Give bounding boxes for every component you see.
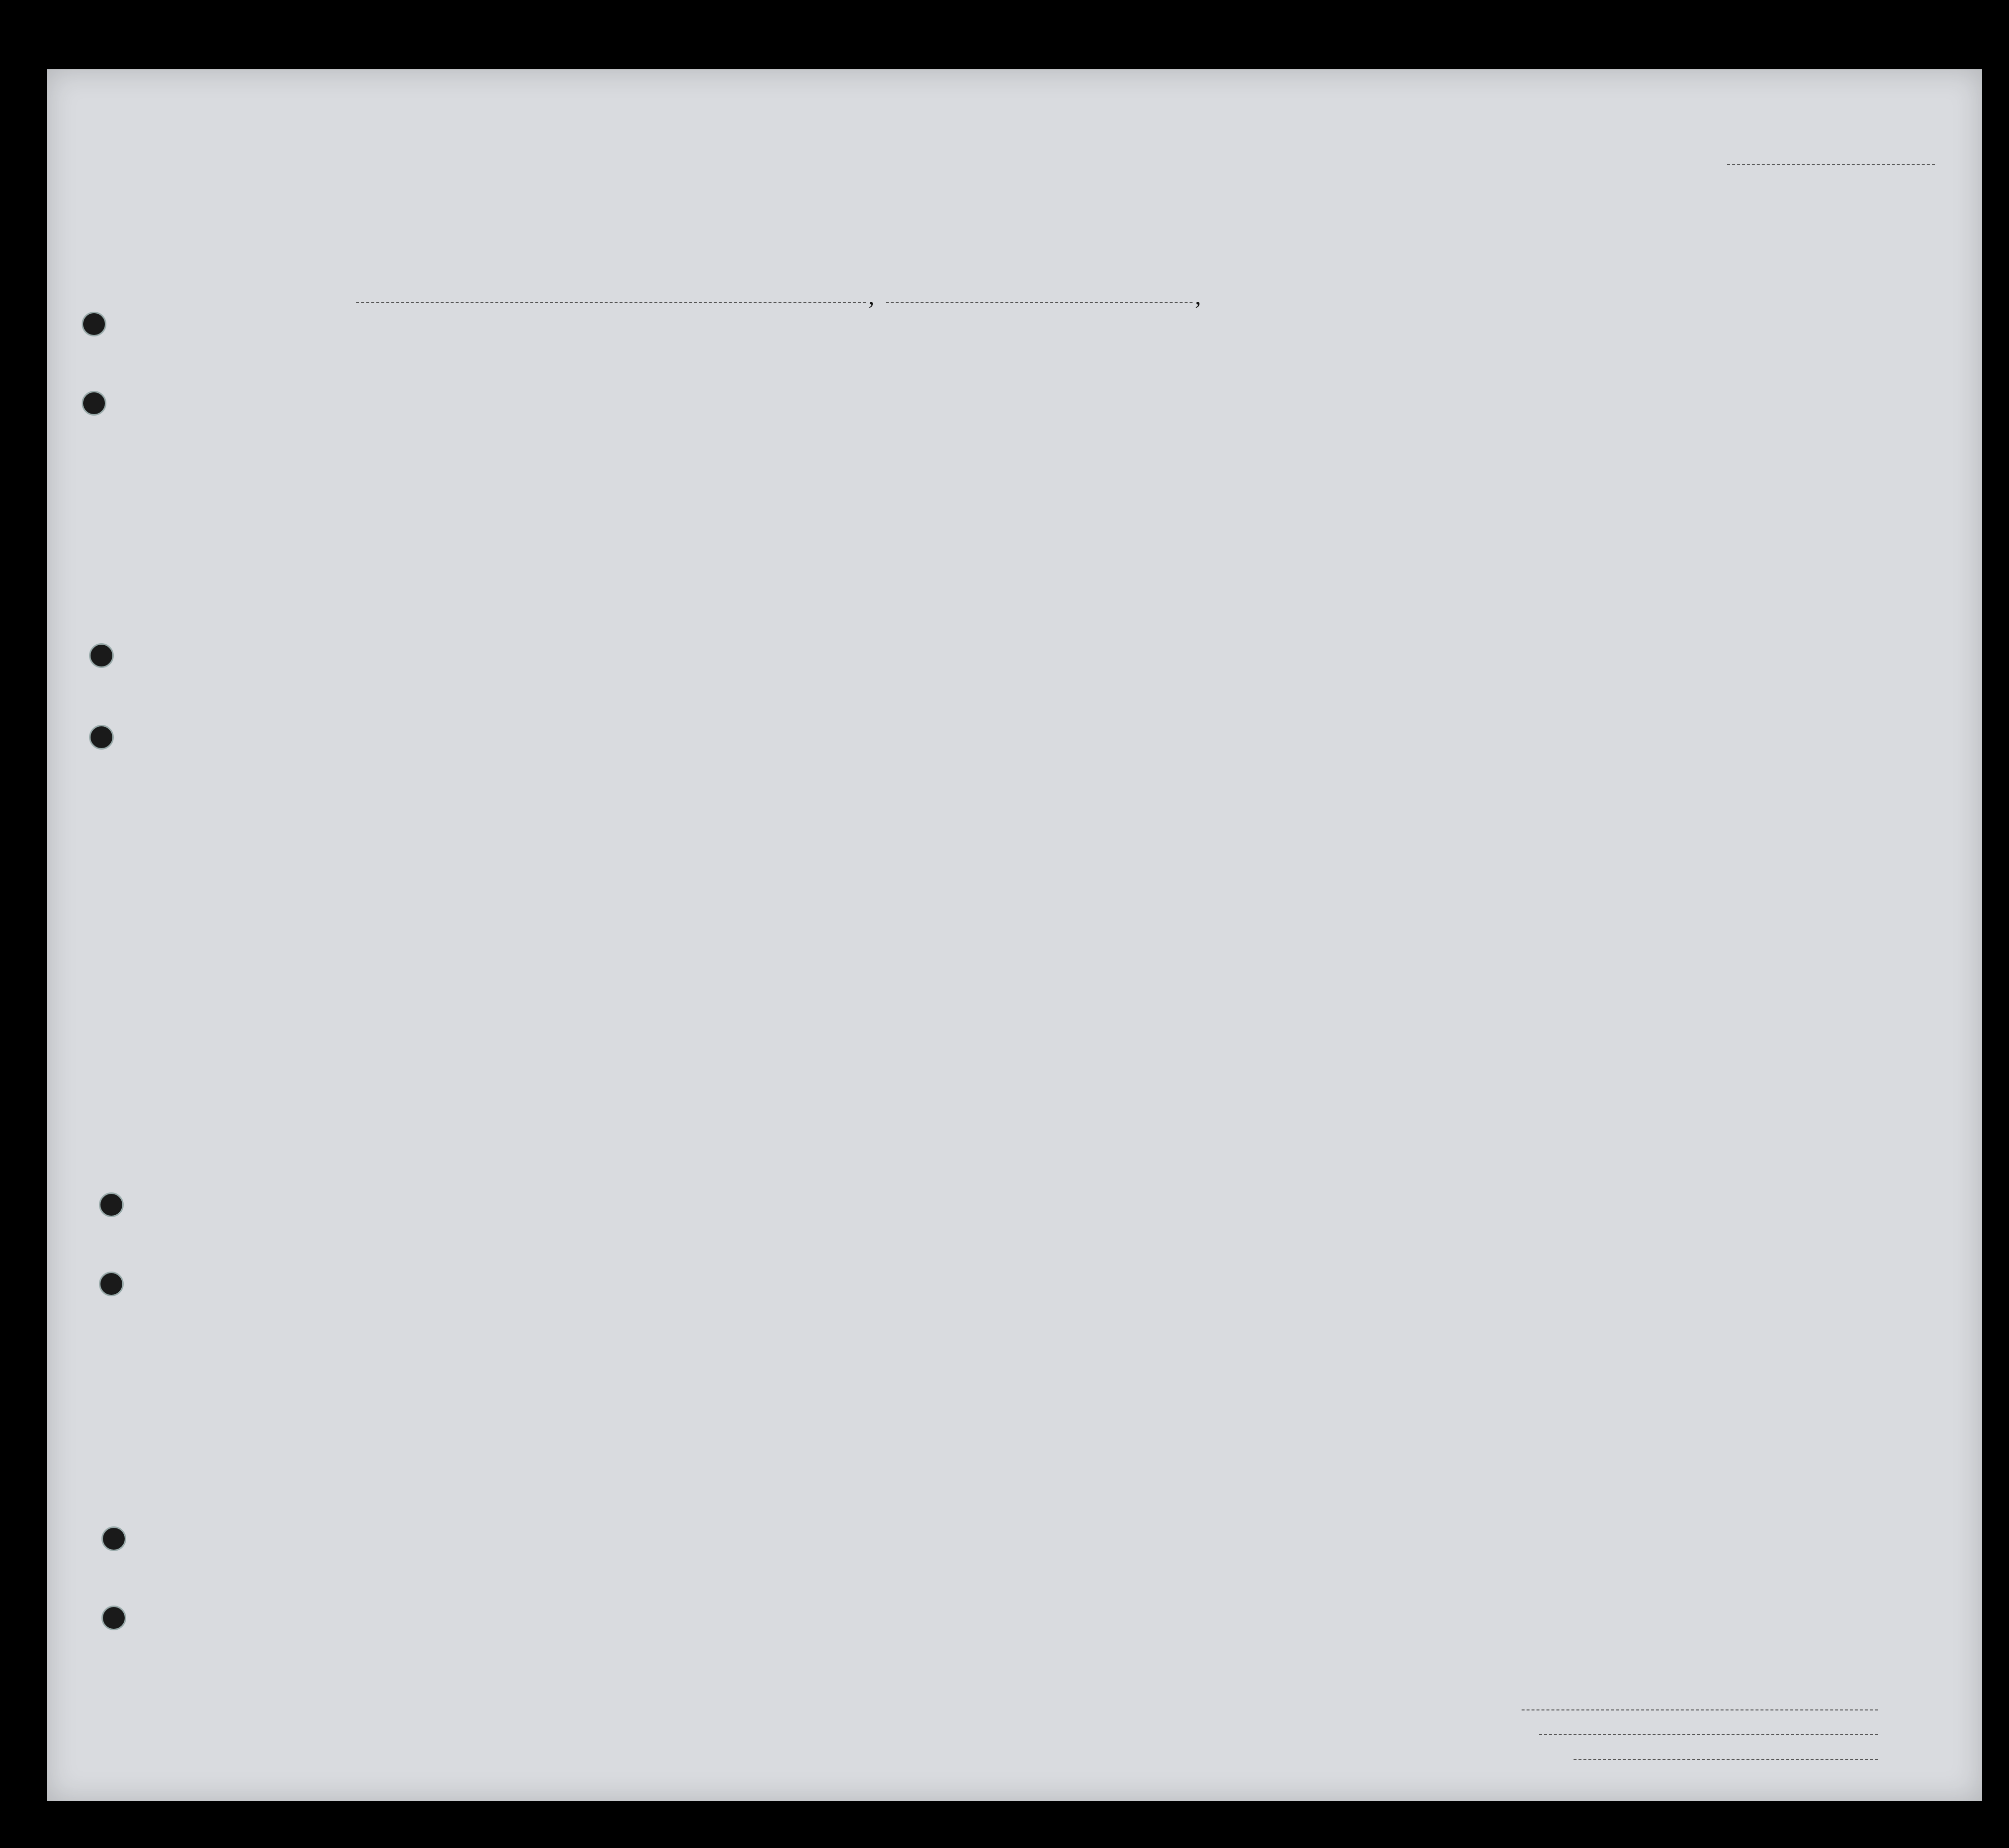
- punch-hole: [99, 1192, 124, 1217]
- col-30-header: [1472, 366, 1489, 485]
- col-26-header: [1331, 366, 1351, 485]
- punch-hole: [99, 1272, 124, 1296]
- punch-hole: [101, 1606, 126, 1630]
- punch-hole: [82, 391, 106, 416]
- agents-underline: [1574, 1759, 1878, 1760]
- col-19-header: [596, 361, 626, 485]
- punch-hole: [89, 643, 114, 668]
- punch-hole: [89, 725, 114, 750]
- col-24-length: [1225, 386, 1252, 485]
- col-25-header: [1289, 366, 1324, 485]
- line-underline: [1522, 1709, 1878, 1710]
- col-24-return: [1178, 386, 1208, 485]
- owners-underline: [1539, 1734, 1878, 1735]
- col-34-inches: [1662, 435, 1676, 480]
- col-21-header: [722, 361, 752, 485]
- comma-2: ,: [1195, 284, 1201, 310]
- col-24-citizen: [1254, 386, 1282, 485]
- col-34-feet: [1638, 435, 1653, 480]
- col-29-header: [1437, 366, 1467, 485]
- comma-1: ,: [868, 284, 874, 310]
- punch-hole: [82, 312, 106, 336]
- punch-hole: [101, 1526, 126, 1551]
- col-27-header: [1354, 366, 1374, 485]
- col-31-header: [1494, 366, 1512, 485]
- col-28-header: [1381, 366, 1430, 485]
